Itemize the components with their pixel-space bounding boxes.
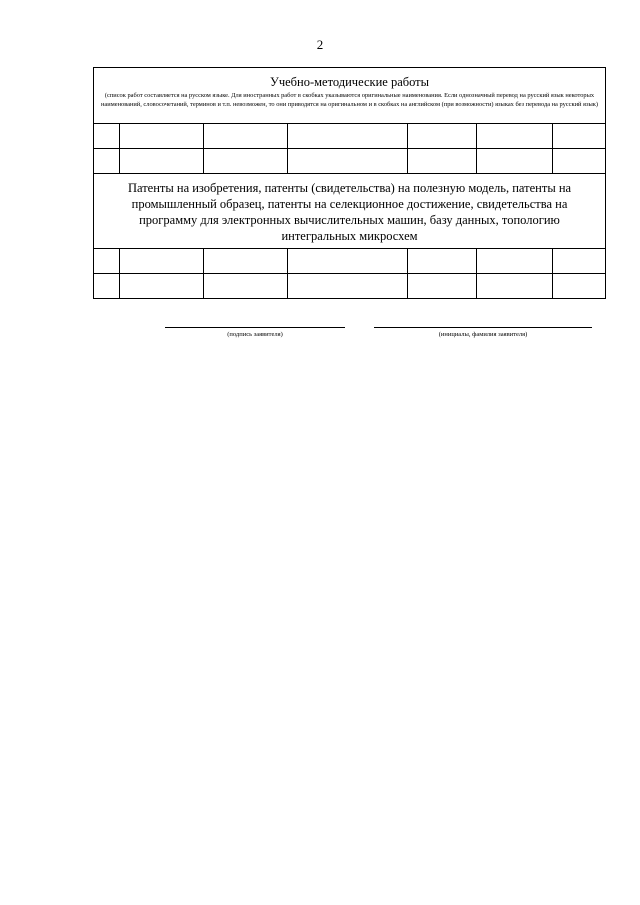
table-cell[interactable] [553,124,606,149]
section-title: Учебно-методические работы [269,75,430,89]
table-cell[interactable] [408,274,477,299]
table-cell[interactable] [204,124,288,149]
table-cell[interactable] [408,249,477,274]
table-cell[interactable] [120,149,204,174]
table-cell[interactable] [553,149,606,174]
table-cell[interactable] [94,124,120,149]
table-row [94,249,606,274]
name-line[interactable] [374,327,592,338]
signature-caption: (подпись заявителя) [227,331,283,338]
table-row [94,274,606,299]
section-header-patents [94,174,606,249]
table-cell[interactable] [120,274,204,299]
table-cell[interactable] [477,274,553,299]
table-cell[interactable] [94,249,120,274]
name-caption: (инициалы, фамилия заявителя) [438,331,528,338]
table-cell[interactable] [288,124,408,149]
table-cell[interactable] [204,274,288,299]
table-cell[interactable] [120,249,204,274]
section-header-teaching-works [94,68,606,124]
table-cell[interactable] [204,149,288,174]
publications-form-table [93,67,606,299]
section-note: (список работ составляется на русском языке. Для иностранных работ в скобках указываются оригинальные наименования. Если однозначный перевод на русский язык некоторых наименований, словосочетаний, терминов и т.п. невозможен, то они приводятся на оригинальном и в скобках на английском (при возможности) языках без перевода на русский язык) [101,92,599,108]
table-cell[interactable] [288,249,408,274]
table-cell[interactable] [553,274,606,299]
table-cell[interactable] [477,249,553,274]
table-cell[interactable] [408,124,477,149]
table-cell[interactable] [553,249,606,274]
table-cell[interactable] [288,274,408,299]
table-cell[interactable] [94,274,120,299]
signature-line[interactable] [165,327,345,338]
table-cell[interactable] [94,149,120,174]
section-header-row [94,174,606,249]
table-cell[interactable] [408,149,477,174]
page-number: 2 [316,37,324,52]
table-cell[interactable] [477,149,553,174]
table-cell[interactable] [204,249,288,274]
table-cell[interactable] [477,124,553,149]
section-header-row [94,68,606,124]
table-row [94,149,606,174]
table-cell[interactable] [120,124,204,149]
section-title: Патенты на изобретения, патенты (свидетельства) на полезную модель, патенты на промышленный образец, патенты на селекционное достижение, свидетельства на программу для электронных вычислительных машин, базу данных, топологию интегральных микросхем [127,181,572,243]
table-row [94,124,606,149]
table-cell[interactable] [288,149,408,174]
